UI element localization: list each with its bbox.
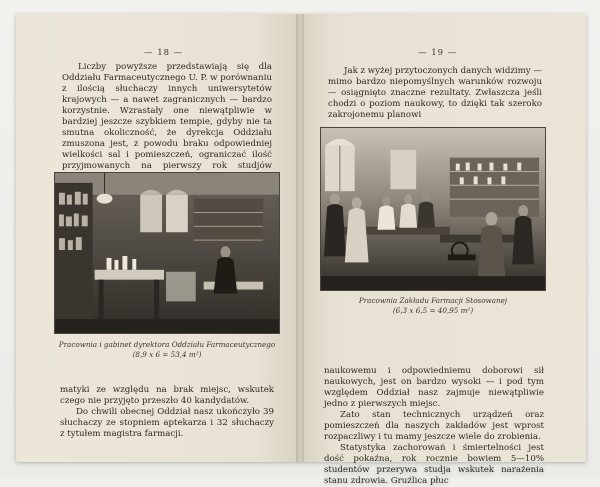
photo-applied-pharmacy-lab — [320, 127, 546, 291]
right-top-text — [328, 66, 542, 121]
caption-area: (8,9 x 6 = 53,4 m²) — [132, 350, 202, 359]
left-photo-caption — [54, 340, 280, 360]
right-page-number: — 19 — — [418, 48, 458, 58]
caption-title: Pracownia i gabinet dyrektora Oddziału Farmaceutycznego — [58, 340, 276, 349]
paragraph: Jak z wyżej przytoczonych danych widzimy — mimo bardzo niepomyślnych warunków rozwoju — osiągnięto znaczne rezultaty. Zwłaszcza jeśli chodzi o poziom naukowy, to dzięki tak szeroko zakrojonemu planowi — [328, 66, 542, 120]
caption-title: Pracownia Zakładu Farmacji Stosowanej — [358, 296, 508, 305]
right-page — [298, 14, 586, 486]
paragraph: naukowemu i odpowiedniemu doborowi sił naukowych, jest on bardzo wysoki — i pod tym względem Oddział nasz zajmuje niewątpliwie jedno z pierwszych miejsc. — [324, 366, 544, 409]
paragraph: Statystyka zachorowań i śmiertelności jest dość pokaźna, rok rocznie bowiem 5—10% studentów przerywa studja wskutek narażenia stanu zdrowia. Gruźlica płuc — [324, 443, 544, 486]
left-page-number: — 18 — — [144, 48, 184, 58]
right-bottom-text — [324, 366, 544, 487]
open-booklet — [16, 14, 586, 486]
paragraph: Do chwili obecnej Oddział nasz ukończyło 39 słuchaczy ze stopniem aptekarza i 32 słuchaczy z tytułem magistra farmacji. — [60, 407, 274, 439]
pharmacy-lab-photo-image — [321, 128, 545, 290]
paragraph: matyki ze względu na brak miejsc, wskutek czego nie przyjęto przeszło 40 kandydatów. — [60, 385, 274, 406]
left-page — [16, 14, 298, 462]
caption-area: (6,3 x 6,5 = 40,95 m²) — [392, 306, 474, 315]
photo-director-laboratory — [54, 172, 280, 334]
laboratory-photo-image — [55, 173, 279, 333]
right-photo-caption — [320, 296, 546, 316]
left-bottom-text — [60, 385, 274, 440]
paragraph: Liczby powyższe przedstawiają się dla Oddziału Farmaceutycznego U. P. w porównaniu z ilością słuchaczy innych uniwersytetów krajowych — a nawet zagranicznych — bardzo korzystnie. Wzrastały one niewątpliwie w bardziej jeszcze szybkiem tempie, gdyby nie ta smutna okoliczność, że dyrekcja Oddziału zmuszona jest, z powodu braku odpowiedniej wielkości sal i pomieszczeń, ograniczać ilość przyjmowanych na pierwszy rok studjów — [62, 62, 272, 171]
paragraph: Zato stan technicznych urządzeń oraz pomieszczeń dla naszych zakładów jest wprost rozpaczliwy i tu mamy jeszcze wiele do zrobienia. — [324, 410, 544, 442]
